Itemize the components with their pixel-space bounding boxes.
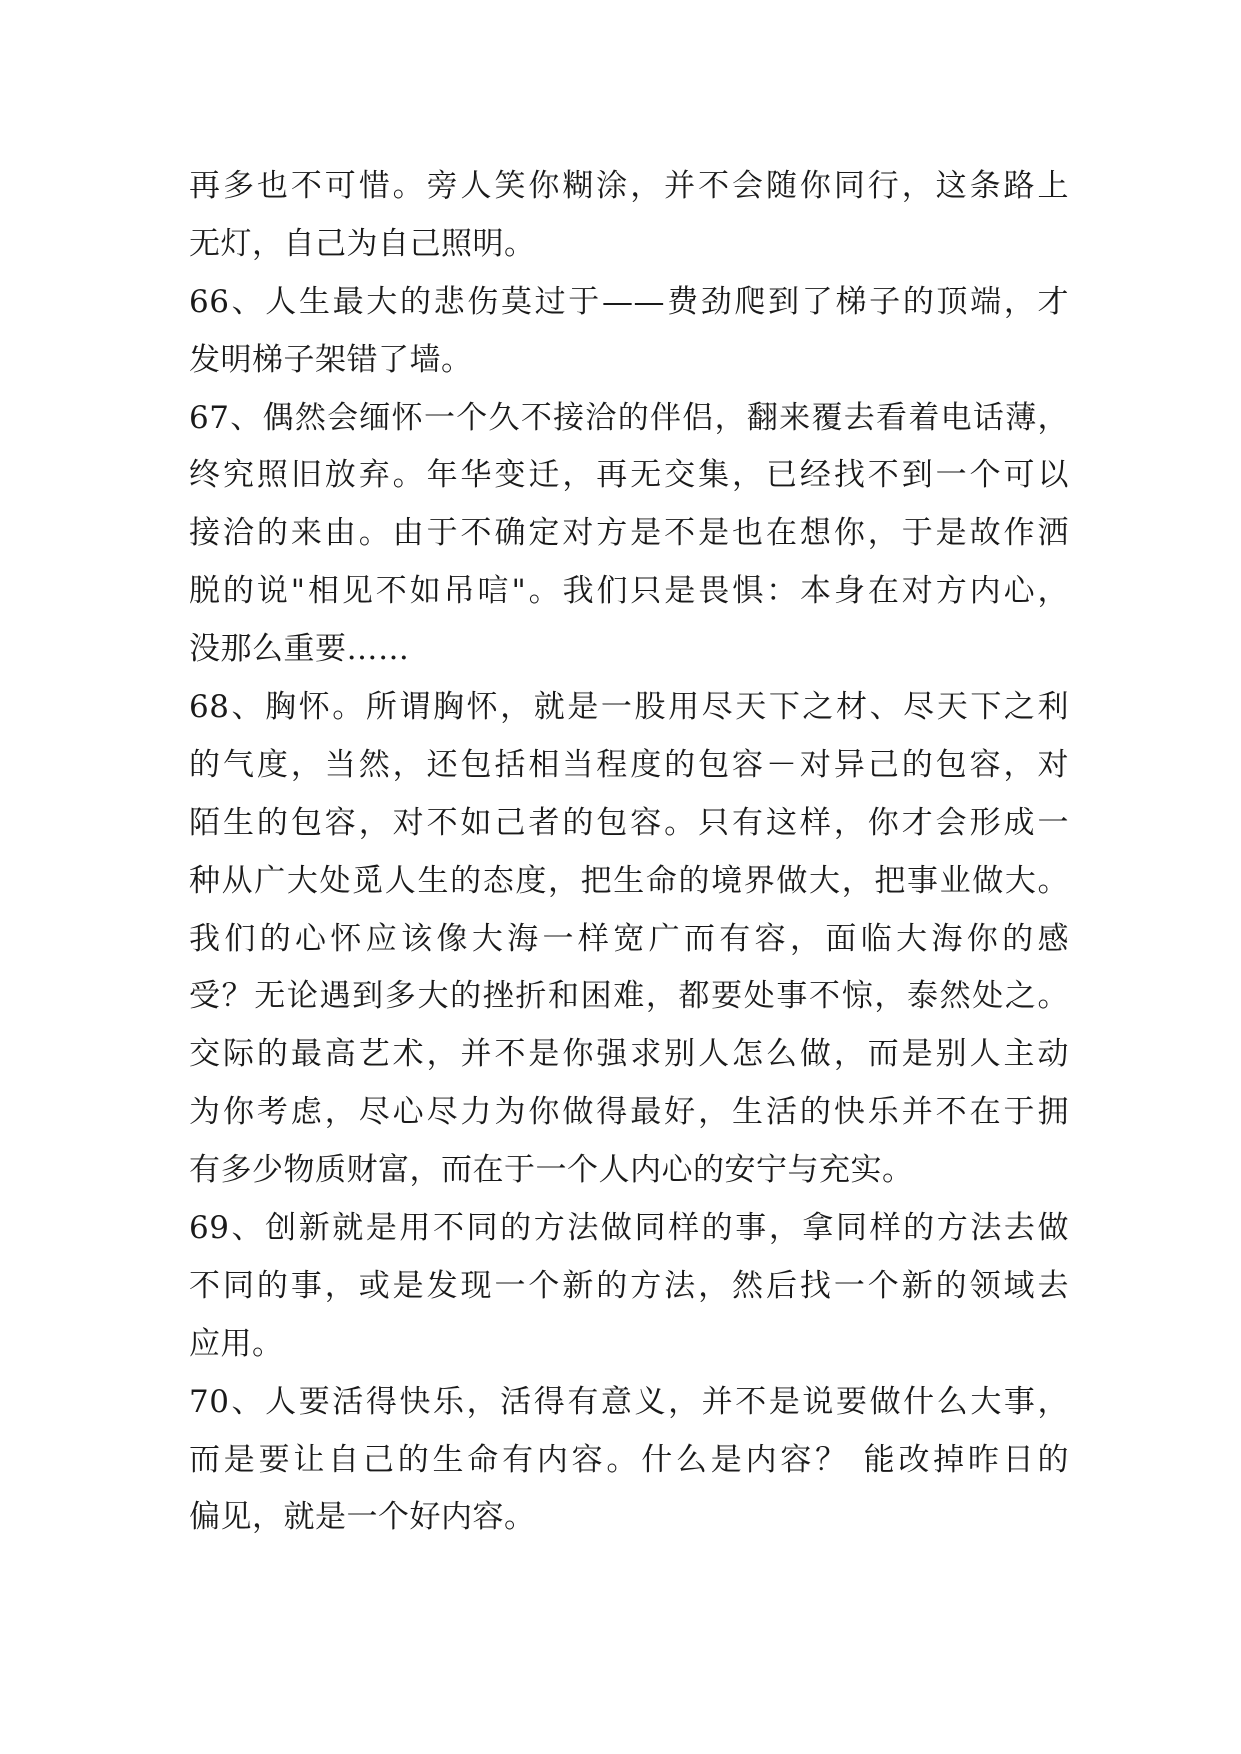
text-line: 受？无论遇到多大的挫折和困难，都要处事不惊，泰然处之。 (189, 978, 1069, 1015)
text-line: 没那么重要…… (189, 631, 410, 668)
text-line: 我们的心怀应该像大海一样宽广而有容，面临大海你的感 (189, 920, 1069, 957)
text-line: 陌生的包容，对不如己者的包容。只有这样，你才会形成一 (189, 804, 1069, 841)
text-line: 交际的最高艺术，并不是你强求别人怎么做，而是别人主动 (189, 1036, 1069, 1073)
text-line: 发明梯子架错了墙。 (189, 341, 473, 378)
text-line: 终究照旧放弃。年华变迁，再无交集，已经找不到一个可以 (189, 457, 1069, 494)
text-line: 再多也不可惜。旁人笑你糊涂，并不会随你同行，这条路上 (189, 168, 1069, 204)
text-line: 脱的说"相见不如吊唁"。我们只是畏惧：本身在对方内心， (189, 573, 1069, 610)
text-line: 70、人要活得快乐，活得有意义，并不是说要做什么大事， (189, 1383, 1069, 1420)
text-line: 偏见，就是一个好内容。 (189, 1499, 536, 1536)
text-line: 67、偶然会缅怀一个久不接洽的伴侣，翻来覆去看着电话薄， (189, 399, 1069, 436)
text-line: 68、胸怀。所谓胸怀，就是一股用尽天下之材、尽天下之利 (189, 689, 1069, 726)
text-line: 为你考虑，尽心尽力为你做得最好，生活的快乐并不在于拥 (189, 1094, 1069, 1131)
text-line: 的气度，当然，还包括相当程度的包容－对异己的包容，对 (189, 746, 1069, 783)
text-line: 66、人生最大的悲伤莫过于——费劲爬到了梯子的顶端，才 (189, 283, 1069, 320)
text-line: 应用。 (189, 1325, 284, 1362)
text-line: 有多少物质财富，而在于一个人内心的安宁与充实。 (189, 1152, 914, 1189)
text-line: 接洽的来由。由于不确定对方是不是也在想你，于是故作洒 (189, 515, 1069, 552)
text-line: 69、创新就是用不同的方法做同样的事，拿同样的方法去做 (189, 1210, 1069, 1247)
text-line: 种从广大处觅人生的态度，把生命的境界做大，把事业做大。 (189, 862, 1069, 899)
text-line: 无灯，自己为自己照明。 (189, 225, 536, 262)
body-text (189, 158, 1069, 1547)
text-line: 不同的事，或是发现一个新的方法，然后找一个新的领域去 (189, 1267, 1069, 1304)
text-line: 而是要让自己的生命有内容。什么是内容？ 能改掉昨日的 (189, 1441, 1069, 1478)
